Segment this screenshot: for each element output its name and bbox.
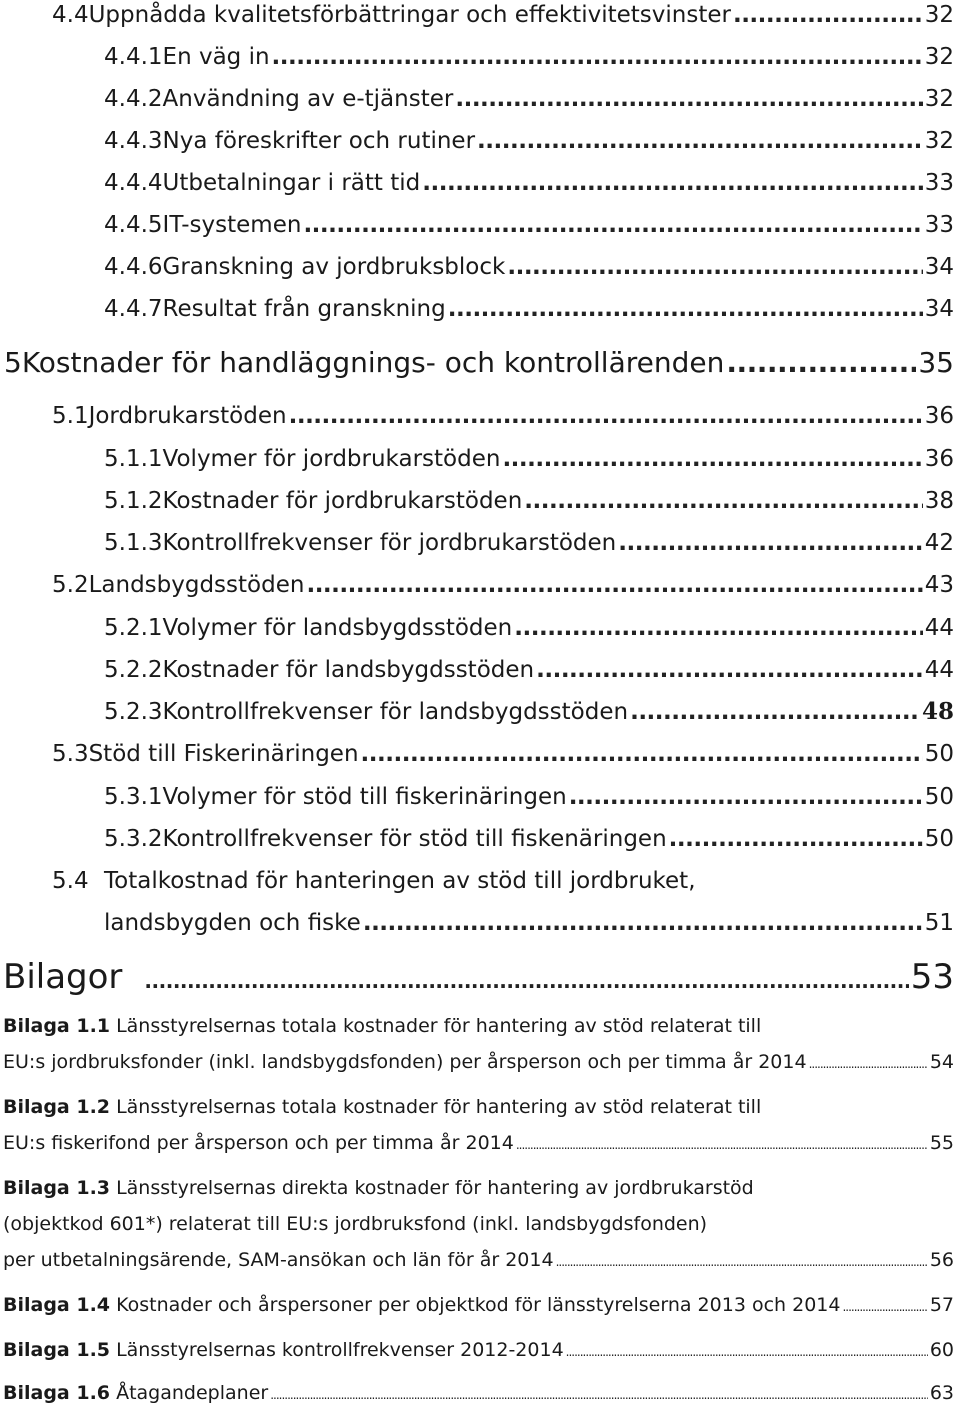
- dot-leader: [536, 656, 923, 684]
- toc-label: Kostnader för jordbrukarstöden: [162, 488, 523, 514]
- toc-page-number: 54: [929, 1051, 954, 1073]
- bilaga-title: Åtagandeplaner: [116, 1382, 269, 1404]
- toc-entry[interactable]: [104, 698, 954, 726]
- toc-page-number: 44: [924, 657, 954, 683]
- toc-number: 5.1.2: [104, 488, 163, 514]
- toc-page-number: 36: [924, 446, 954, 472]
- toc-entry[interactable]: [104, 529, 954, 557]
- bilaga-entry[interactable]: [3, 1293, 954, 1319]
- toc-number: 5.1.1: [104, 446, 163, 472]
- toc-number: 4.4.2: [104, 86, 163, 112]
- bilaga-title: Länsstyrelsernas totala kostnader för hantering av stöd relaterat till: [116, 1096, 762, 1118]
- dot-leader: [144, 961, 908, 1001]
- toc-number: 4.4.7: [104, 296, 163, 322]
- bilaga-title: EU:s jordbruksfonder (inkl. landsbygdsfonden) per årsperson och per timma år 2014: [3, 1051, 807, 1073]
- toc-page-number: 57: [929, 1294, 954, 1316]
- dot-leader: [306, 571, 922, 599]
- toc-page-number: 34: [924, 254, 954, 280]
- toc-label: En väg in: [162, 44, 270, 70]
- toc-label: Jordbrukarstöden: [88, 403, 287, 429]
- dot-leader: [809, 1052, 928, 1076]
- toc-label: Kontrollfrekvenser för jordbrukarstöden: [162, 530, 617, 556]
- bilaga-title: Länsstyrelsernas totala kostnader för hantering av stöd relaterat till: [116, 1015, 762, 1037]
- toc-number: 5.2.3: [104, 699, 163, 725]
- dot-leader: [514, 614, 922, 642]
- toc-page-number: 32: [924, 86, 954, 112]
- dot-leader: [363, 909, 923, 937]
- dot-leader: [618, 529, 922, 557]
- toc-number: 5.3.2: [104, 826, 163, 852]
- toc-number: 4.4.5: [104, 212, 163, 238]
- toc-page-number: 32: [924, 128, 954, 154]
- bilaga-entry[interactable]: [3, 1248, 954, 1274]
- toc-entry-first-line[interactable]: [52, 867, 696, 895]
- toc-entry[interactable]: [104, 127, 954, 155]
- toc-entry[interactable]: [104, 445, 954, 473]
- toc-page-number: 42: [924, 530, 954, 556]
- toc-page-number: 34: [924, 296, 954, 322]
- dot-leader: [524, 487, 922, 515]
- dot-leader: [569, 783, 923, 811]
- toc-page-number: 63: [929, 1382, 954, 1404]
- toc-number: 5.2: [52, 572, 89, 598]
- toc-label: Stöd till Fiskerinäringen: [88, 741, 359, 767]
- toc-label: Totalkostnad för hanteringen av stöd till jordbruket,: [104, 868, 696, 894]
- toc-entry[interactable]: [52, 571, 954, 599]
- dot-leader: [842, 1295, 927, 1319]
- toc-label: landsbygden och fiske: [104, 910, 361, 936]
- dot-leader: [507, 253, 922, 281]
- bilaga-prefix: Bilaga 1.5: [3, 1339, 111, 1361]
- bilaga-entry[interactable]: [3, 1050, 954, 1076]
- dot-leader: [270, 1383, 928, 1407]
- toc-entry[interactable]: [104, 253, 954, 281]
- toc-number: 5.3: [52, 741, 89, 767]
- bilaga-entry-second-line[interactable]: [3, 1212, 707, 1236]
- dot-leader: [272, 43, 923, 71]
- bilaga-prefix: Bilaga 1.6: [3, 1382, 111, 1404]
- toc-page-number: 50: [924, 784, 954, 810]
- toc-entry[interactable]: [52, 1, 954, 29]
- toc-number: 4.4.3: [104, 128, 163, 154]
- toc-entry[interactable]: [104, 825, 954, 853]
- toc-number: 4.4.4: [104, 170, 163, 196]
- bilaga-title: Länsstyrelsernas kontrollfrekvenser 2012-2014: [116, 1339, 564, 1361]
- toc-page-number: 33: [924, 170, 954, 196]
- toc-number: 5.3.1: [104, 784, 163, 810]
- toc-chapter-entry[interactable]: [4, 346, 954, 380]
- dot-leader: [448, 295, 923, 323]
- toc-page-number: 50: [924, 826, 954, 852]
- toc-entry[interactable]: [104, 614, 954, 642]
- toc-label: Kostnader för landsbygdsstöden: [162, 657, 535, 683]
- bilaga-entry-first-line[interactable]: [3, 1176, 754, 1200]
- bilaga-prefix: Bilaga 1.2: [3, 1096, 111, 1118]
- toc-page-number: 48: [921, 698, 954, 725]
- toc-label: Resultat från granskning: [162, 296, 446, 322]
- toc-label: Landsbygdsstöden: [88, 572, 305, 598]
- toc-number: 5.1.3: [104, 530, 163, 556]
- dot-leader: [303, 211, 922, 239]
- toc-number: 4.4.1: [104, 44, 163, 70]
- toc-page-number: 60: [929, 1339, 954, 1361]
- bilaga-prefix: Bilaga 1.1: [3, 1015, 111, 1037]
- toc-page-number: 36: [924, 403, 954, 429]
- dot-leader: [556, 1250, 928, 1274]
- toc-page-number: 51: [924, 910, 954, 936]
- bilaga-entry-first-line[interactable]: [3, 1014, 761, 1038]
- toc-label: Volymer för landsbygdsstöden: [162, 615, 513, 641]
- bilaga-entry[interactable]: [3, 1131, 954, 1157]
- toc-label: Kontrollfrekvenser för landsbygdsstöden: [162, 699, 629, 725]
- bilaga-title: Länsstyrelsernas direkta kostnader för hantering av jordbrukarstöd: [116, 1177, 754, 1199]
- toc-label: Bilagor: [3, 957, 123, 997]
- toc-page-number: 33: [924, 212, 954, 238]
- toc-label: Uppnådda kvalitetsförbättringar och effektivitetsvinster: [88, 2, 731, 28]
- bilaga-title: Kostnader och årspersoner per objektkod för länsstyrelserna 2013 och 2014: [116, 1294, 841, 1316]
- toc-label: Kontrollfrekvenser för stöd till fiskenäringen: [162, 826, 667, 852]
- dot-leader: [516, 1133, 928, 1157]
- toc-entry[interactable]: [52, 740, 954, 768]
- toc-label: Granskning av jordbruksblock: [162, 254, 506, 280]
- toc-label: Volymer för stöd till fiskerinäringen: [162, 784, 567, 810]
- dot-leader: [733, 1, 923, 29]
- dot-leader: [630, 698, 920, 726]
- toc-entry[interactable]: [52, 402, 954, 430]
- toc-entry[interactable]: [104, 656, 954, 684]
- dot-leader: [455, 85, 922, 113]
- toc-page-number: 55: [929, 1132, 954, 1154]
- dot-leader: [502, 445, 922, 473]
- toc-entry[interactable]: [104, 295, 954, 323]
- toc-entry[interactable]: [104, 783, 954, 811]
- toc-entry[interactable]: [104, 85, 954, 113]
- toc-page-number: 44: [924, 615, 954, 641]
- toc-label: Volymer för jordbrukarstöden: [162, 446, 501, 472]
- toc-number: 5.2.2: [104, 657, 163, 683]
- toc-page-number: 35: [918, 346, 954, 379]
- toc-entry[interactable]: [104, 487, 954, 515]
- toc-page-number: 38: [924, 488, 954, 514]
- toc-page-number: 53: [910, 957, 954, 997]
- bilaga-title: (objektkod 601*) relaterat till EU:s jordbruksfond (inkl. landsbygdsfonden): [3, 1213, 708, 1235]
- toc-number: 4.4.6: [104, 254, 163, 280]
- dot-leader: [726, 346, 916, 380]
- bilaga-prefix: Bilaga 1.3: [3, 1177, 111, 1199]
- toc-page-number: 43: [924, 572, 954, 598]
- toc-entry[interactable]: [104, 43, 954, 71]
- bilaga-title: per utbetalningsärende, SAM-ansökan och län för år 2014: [3, 1249, 554, 1271]
- dot-leader: [477, 127, 923, 155]
- toc-label: Användning av e-tjänster: [162, 86, 454, 112]
- dot-leader: [289, 402, 923, 430]
- toc-number: 5.2.1: [104, 615, 163, 641]
- dot-leader: [422, 169, 922, 197]
- toc-page-number: 32: [924, 44, 954, 70]
- bilaga-prefix: Bilaga 1.4: [3, 1294, 111, 1316]
- dot-leader: [669, 825, 923, 853]
- toc-label: Utbetalningar i rätt tid: [162, 170, 421, 196]
- dot-leader: [361, 740, 923, 768]
- bilaga-entry-first-line[interactable]: [3, 1095, 761, 1119]
- toc-entry[interactable]: [104, 211, 954, 239]
- toc-appendix-heading[interactable]: [3, 957, 954, 1001]
- toc-page-number: 56: [929, 1249, 954, 1271]
- bilaga-title: EU:s fiskerifond per årsperson och per timma år 2014: [3, 1132, 514, 1154]
- bilaga-entry[interactable]: [3, 1381, 954, 1407]
- toc-number: 5: [4, 346, 22, 379]
- bilaga-entry[interactable]: [3, 1338, 954, 1364]
- toc-label: Kostnader för handläggnings- och kontrollärenden: [21, 346, 725, 379]
- toc-label: IT-systemen: [162, 212, 302, 238]
- toc-page-number: 32: [924, 2, 954, 28]
- toc-page-number: 50: [924, 741, 954, 767]
- toc-number: 4.4: [52, 2, 89, 28]
- dot-leader: [566, 1340, 928, 1364]
- toc-number: 5.4: [52, 868, 89, 894]
- toc-entry[interactable]: [104, 169, 954, 197]
- toc-entry[interactable]: [104, 909, 954, 937]
- toc-label: Nya föreskrifter och rutiner: [162, 128, 476, 154]
- toc-number: 5.1: [52, 403, 89, 429]
